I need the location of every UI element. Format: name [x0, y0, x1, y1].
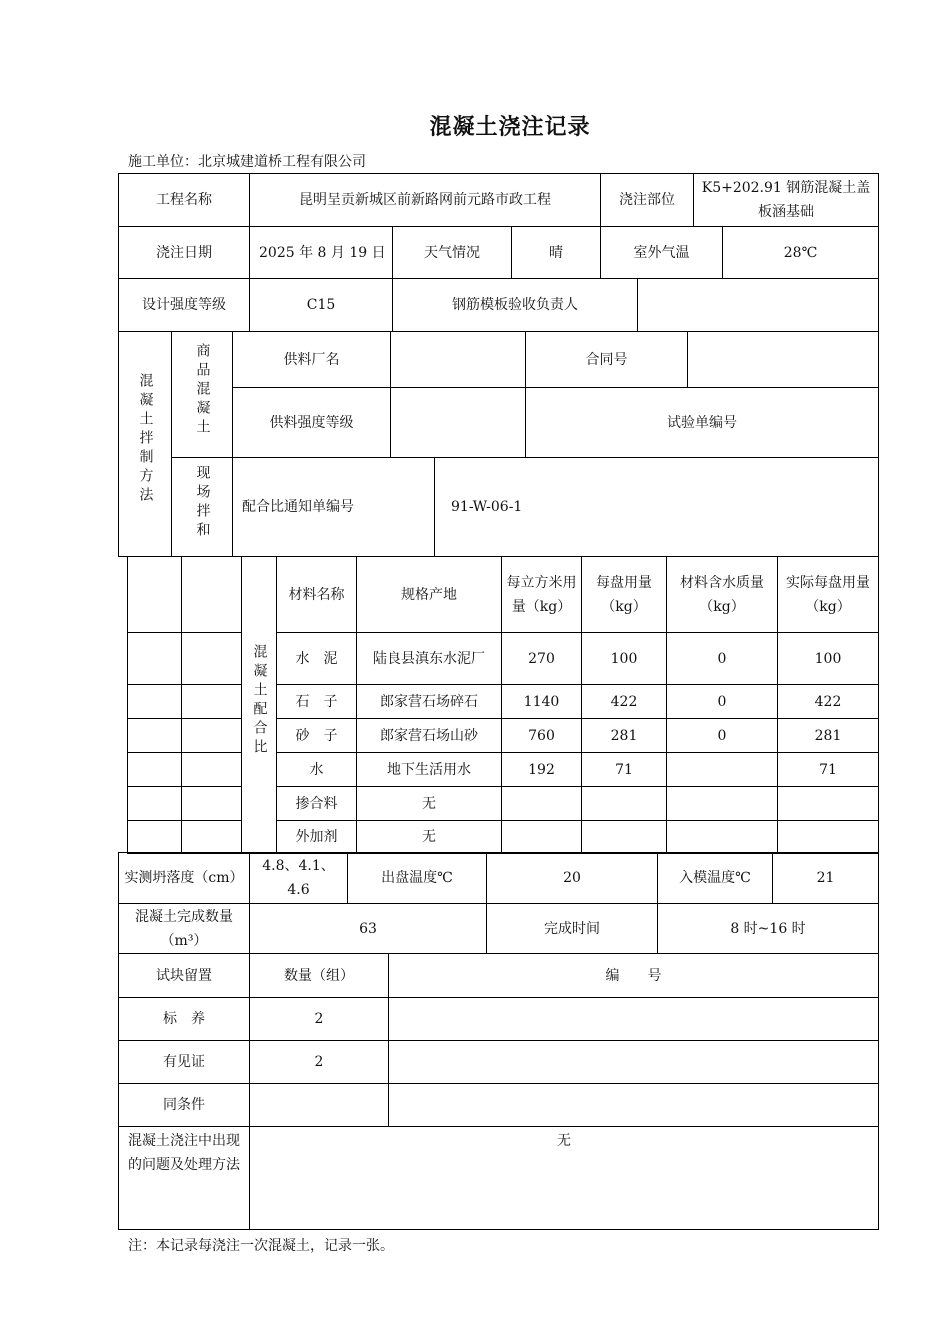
blank-cell [182, 685, 242, 719]
problems-value: 无 [250, 1127, 879, 1230]
blank-cell [128, 753, 182, 787]
supplier-value [391, 332, 526, 388]
material-actual: 71 [778, 753, 879, 787]
material-name: 石 子 [277, 685, 357, 719]
specimen-number [389, 1084, 879, 1127]
blank-cell [182, 753, 242, 787]
header-per-batch: 每盘用量（kg） [582, 557, 667, 633]
mix-ratio-side-label: 混凝土配合比 [242, 557, 277, 854]
material-per-batch [582, 821, 667, 854]
finish-time-value: 8 时~16 时 [658, 904, 879, 954]
material-origin: 无 [357, 787, 502, 821]
specimen-label: 试块留置 [119, 954, 250, 998]
material-per-batch: 100 [582, 633, 667, 685]
mold-temp-value: 21 [773, 853, 879, 904]
design-grade-label: 设计强度等级 [119, 279, 250, 332]
material-moisture [667, 753, 778, 787]
material-name: 砂 子 [277, 719, 357, 753]
problems-label: 混凝土浇注中出现的问题及处理方法 [119, 1127, 250, 1230]
material-moisture [667, 821, 778, 854]
contract-label: 合同号 [526, 332, 688, 388]
blank-cell [128, 633, 182, 685]
mix-ratio-table [127, 556, 879, 854]
material-origin: 郎家营石场碎石 [357, 685, 502, 719]
slump-value: 4.8、4.1、4.6 [250, 853, 348, 904]
mixing-method-table [118, 331, 879, 557]
supply-grade-value [391, 388, 526, 458]
header-per-m3: 每立方米用量（kg） [502, 557, 582, 633]
blank-cell [128, 557, 182, 633]
specimen-count-header: 数量（组） [250, 954, 389, 998]
pour-date-label: 浇注日期 [119, 227, 250, 279]
header-actual: 实际每盘用量（kg） [778, 557, 879, 633]
material-origin: 地下生活用水 [357, 753, 502, 787]
material-actual [778, 821, 879, 854]
contract-value [688, 332, 879, 388]
pour-part-label: 浇注部位 [601, 174, 694, 227]
material-origin: 郎家营石场山砂 [357, 719, 502, 753]
blank-cell [182, 633, 242, 685]
material-name: 水 泥 [277, 633, 357, 685]
mix-notice-value: 91-W-06-1 [435, 458, 879, 557]
specimen-count: 2 [250, 1041, 389, 1084]
header-moisture: 材料含水质量（kg） [667, 557, 778, 633]
blank-cell [128, 719, 182, 753]
material-per-batch: 422 [582, 685, 667, 719]
specimen-count: 2 [250, 998, 389, 1041]
mold-temp-label: 入模温度℃ [658, 853, 773, 904]
measurement-table [118, 852, 879, 1230]
mixing-method-label: 混凝土拌制方法 [119, 332, 172, 557]
project-name-value: 昆明呈贡新城区前新路网前元路市政工程 [250, 174, 601, 227]
pour-date-value: 2025 年 8 月 19 日 [250, 227, 393, 279]
material-moisture [667, 787, 778, 821]
material-actual: 100 [778, 633, 879, 685]
material-name: 掺合料 [277, 787, 357, 821]
material-per-batch: 71 [582, 753, 667, 787]
material-per-m3: 1140 [502, 685, 582, 719]
mix-notice-label: 配合比通知单编号 [233, 458, 435, 557]
commercial-concrete-label: 商品混凝土 [172, 332, 233, 458]
material-moisture: 0 [667, 719, 778, 753]
blank-cell [128, 787, 182, 821]
blank-cell [182, 821, 242, 854]
material-moisture: 0 [667, 685, 778, 719]
blank-cell [182, 557, 242, 633]
material-origin: 陆良县滇东水泥厂 [357, 633, 502, 685]
header-table [118, 173, 879, 332]
specimen-number-header: 编 号 [389, 954, 879, 998]
footnote: 注：本记录每浇注一次混凝土，记录一张。 [128, 1238, 394, 1254]
blank-cell [128, 821, 182, 854]
supplier-label: 供料厂名 [233, 332, 391, 388]
weather-label: 天气情况 [393, 227, 512, 279]
material-origin: 无 [357, 821, 502, 854]
material-moisture: 0 [667, 633, 778, 685]
outdoor-temp-value: 28℃ [723, 227, 879, 279]
material-per-m3 [502, 787, 582, 821]
material-name: 水 [277, 753, 357, 787]
test-number-label: 试验单编号 [526, 388, 879, 458]
out-temp-value: 20 [487, 853, 658, 904]
header-origin: 规格产地 [357, 557, 502, 633]
finish-time-label: 完成时间 [487, 904, 658, 954]
pour-part-value: K5+202.91 钢筋混凝土盖板涵基础 [694, 174, 879, 227]
blank-cell [182, 719, 242, 753]
material-per-m3 [502, 821, 582, 854]
specimen-count [250, 1084, 389, 1127]
design-grade-value: C15 [250, 279, 393, 332]
specimen-number [389, 1041, 879, 1084]
blank-cell [128, 685, 182, 719]
volume-label: 混凝土完成数量（m³） [119, 904, 250, 954]
material-name: 外加剂 [277, 821, 357, 854]
inspector-value [638, 279, 879, 332]
volume-value: 63 [250, 904, 487, 954]
material-per-batch [582, 787, 667, 821]
onsite-mixing-label: 现场拌和 [172, 458, 233, 557]
outdoor-temp-label: 室外气温 [601, 227, 723, 279]
blank-cell [182, 787, 242, 821]
specimen-number [389, 998, 879, 1041]
specimen-type: 有见证 [119, 1041, 250, 1084]
specimen-type: 同条件 [119, 1084, 250, 1127]
material-actual: 422 [778, 685, 879, 719]
page-title: 混凝土浇注记录 [429, 114, 591, 140]
weather-value: 晴 [512, 227, 601, 279]
header-material-name: 材料名称 [277, 557, 357, 633]
material-per-m3: 192 [502, 753, 582, 787]
construction-unit: 施工单位：北京城建道桥工程有限公司 [128, 154, 366, 170]
material-per-batch: 281 [582, 719, 667, 753]
material-per-m3: 760 [502, 719, 582, 753]
material-actual: 281 [778, 719, 879, 753]
specimen-type: 标 养 [119, 998, 250, 1041]
material-per-m3: 270 [502, 633, 582, 685]
slump-label: 实测坍落度（cm） [119, 853, 250, 904]
material-actual [778, 787, 879, 821]
supply-grade-label: 供料强度等级 [233, 388, 391, 458]
inspector-label: 钢筋模板验收负责人 [393, 279, 638, 332]
project-name-label: 工程名称 [119, 174, 250, 227]
out-temp-label: 出盘温度℃ [348, 853, 487, 904]
